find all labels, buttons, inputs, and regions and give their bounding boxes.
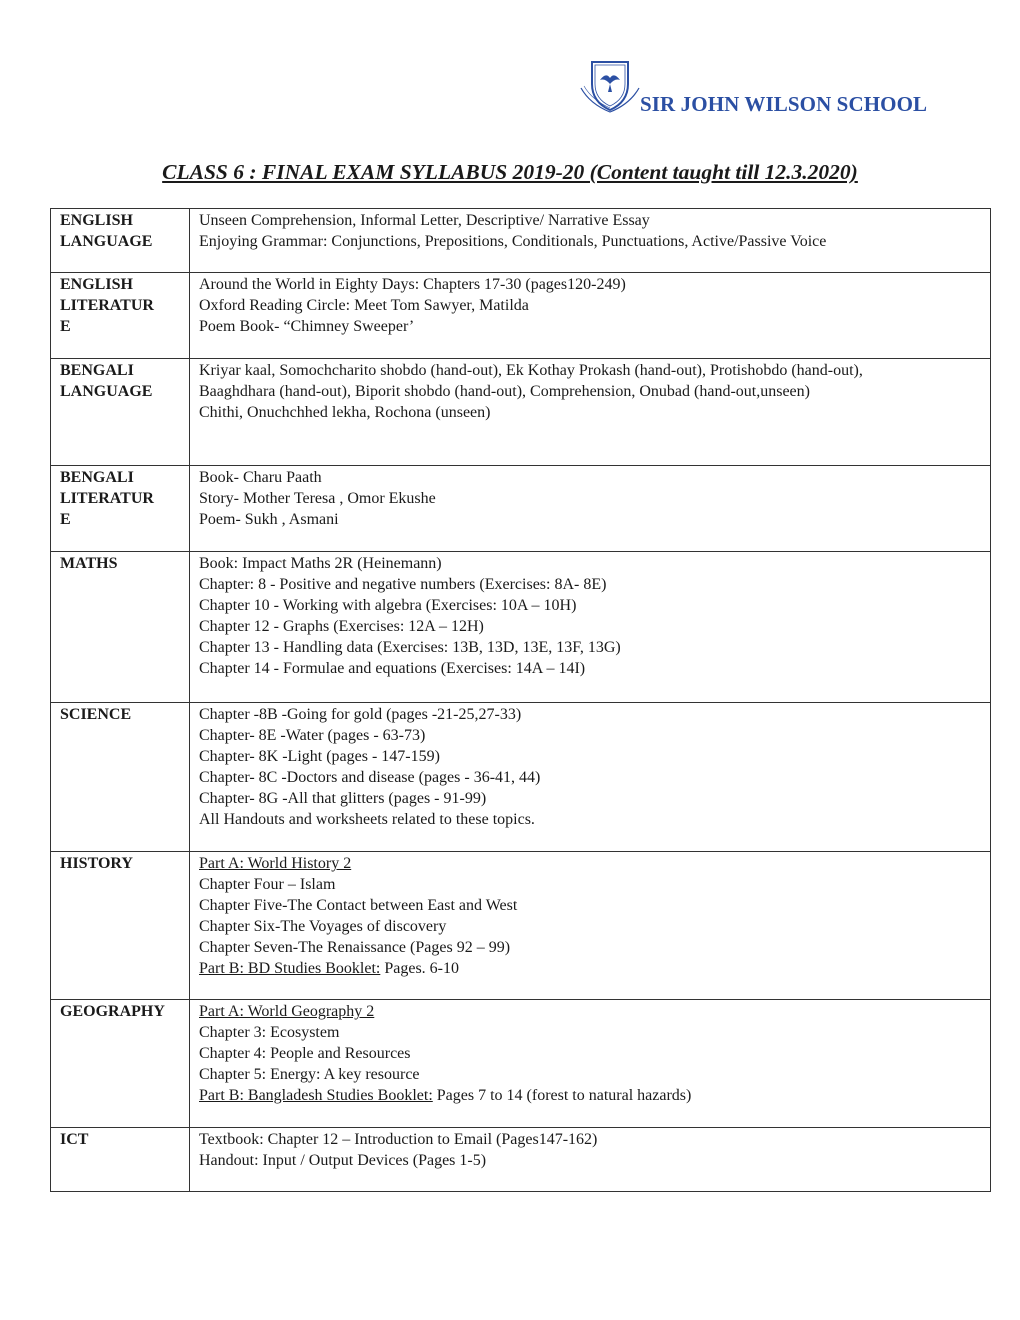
content-text: Chapter 13 - Handling data (Exercises: 13B, 13D, 13E, 13F, 13G) <box>199 639 621 656</box>
subject-name-line: LANGUAGE <box>60 233 153 250</box>
content-text: Chapter- 8K -Light (pages - 147-159) <box>199 748 440 765</box>
content-text: Chapter 4: People and Resources <box>199 1045 411 1062</box>
subject-name <box>51 552 190 703</box>
subject-content <box>190 1000 991 1128</box>
content-text: Unseen Comprehension, Informal Letter, Descriptive/ Narrative Essay <box>199 212 650 229</box>
content-line <box>199 274 982 295</box>
content-line <box>199 360 982 381</box>
subject-name-line: MATHS <box>60 555 118 572</box>
school-name: SIR JOHN WILSON SCHOOL <box>640 92 928 116</box>
subject-content <box>190 359 991 466</box>
content-text: Chapter- 8E -Water (pages - 63-73) <box>199 727 426 744</box>
content-line <box>199 553 982 574</box>
content-text: Poem- Sukh , Asmani <box>199 511 339 528</box>
content-text: Book- Charu Paath <box>199 469 322 486</box>
subject-name-line: BENGALI <box>60 469 134 486</box>
subject-name-line: BENGALI <box>60 362 134 379</box>
content-line <box>199 316 982 337</box>
subject-name-line: GEOGRAPHY <box>60 1003 165 1020</box>
school-header <box>578 58 978 122</box>
content-text: Chapter Four – Islam <box>199 876 336 893</box>
content-text: Kriyar kaal, Somochcharito shobdo (hand-out), Ek Kothay Prokash (hand-out), Protishobdo (hand-out), <box>199 362 863 379</box>
subject-row <box>51 852 991 1000</box>
page-title: CLASS 6 : FINAL EXAM SYLLABUS 2019-20 (Content taught till 12.3.2020) <box>162 160 858 184</box>
content-line <box>199 767 982 788</box>
content-text: Chapter 14 - Formulae and equations (Exercises: 14A – 14I) <box>199 660 586 677</box>
section-heading: Part A: World History 2 <box>199 855 352 872</box>
content-line <box>199 958 982 979</box>
content-line <box>199 725 982 746</box>
content-line <box>199 595 982 616</box>
content-line <box>199 1064 982 1085</box>
content-line <box>199 809 982 830</box>
content-line <box>199 488 982 509</box>
content-line <box>199 746 982 767</box>
content-line <box>199 637 982 658</box>
content-line <box>199 1129 982 1150</box>
subject-row <box>51 1128 991 1192</box>
subject-row <box>51 273 991 359</box>
content-line <box>199 509 982 530</box>
content-text: Pages. 6-10 <box>380 960 459 977</box>
content-text: All Handouts and worksheets related to these topics. <box>199 811 535 828</box>
content-text: Chapter 3: Ecosystem <box>199 1024 340 1041</box>
content-text: Poem Book- “Chimney Sweeper’ <box>199 318 415 335</box>
subject-row <box>51 552 991 703</box>
content-line <box>199 616 982 637</box>
content-line <box>199 895 982 916</box>
content-line <box>199 574 982 595</box>
section-heading: Part B: BD Studies Booklet: <box>199 960 381 977</box>
subject-row <box>51 359 991 466</box>
content-text: Story- Mother Teresa , Omor Ekushe <box>199 490 436 507</box>
subject-name-line: HISTORY <box>60 855 133 872</box>
subject-name <box>51 466 190 552</box>
section-heading: Part A: World Geography 2 <box>199 1003 375 1020</box>
content-line <box>199 381 982 402</box>
subject-row <box>51 703 991 852</box>
subject-name-line: E <box>60 511 71 528</box>
subject-name <box>51 1000 190 1128</box>
subject-name <box>51 852 190 1000</box>
content-line <box>199 1150 982 1171</box>
subject-row <box>51 466 991 552</box>
subject-name <box>51 209 190 273</box>
content-line <box>199 1001 982 1022</box>
subject-content <box>190 466 991 552</box>
content-line <box>199 916 982 937</box>
subject-name-line: LITERATUR <box>60 490 154 507</box>
content-text: Chapter 5: Energy: A key resource <box>199 1066 420 1083</box>
content-text: Chapter 12 - Graphs (Exercises: 12A – 12H) <box>199 618 484 635</box>
subject-name-line: SCIENCE <box>60 706 132 723</box>
subject-row <box>51 209 991 273</box>
section-heading: Part B: Bangladesh Studies Booklet: <box>199 1087 433 1104</box>
content-line <box>199 788 982 809</box>
subject-name-line: LITERATUR <box>60 297 154 314</box>
content-text: Chithi, Onuchchhed lekha, Rochona (unseen) <box>199 404 491 421</box>
subject-content <box>190 852 991 1000</box>
subject-name-line: LANGUAGE <box>60 383 153 400</box>
content-text: Chapter Five-The Contact between East and West <box>199 897 518 914</box>
content-text: Chapter- 8G -All that glitters (pages - 91-99) <box>199 790 487 807</box>
content-line <box>199 467 982 488</box>
content-line <box>199 704 982 725</box>
content-line <box>199 402 982 423</box>
content-text: Textbook: Chapter 12 – Introduction to Email (Pages147-162) <box>199 1131 598 1148</box>
subject-content <box>190 273 991 359</box>
subject-content <box>190 209 991 273</box>
content-line <box>199 1043 982 1064</box>
content-text: Handout: Input / Output Devices (Pages 1-5) <box>199 1152 487 1169</box>
content-text: Enjoying Grammar: Conjunctions, Prepositions, Conditionals, Punctuations, Active/Passive Voice <box>199 233 827 250</box>
subject-name-line: E <box>60 318 71 335</box>
subject-name-line: ENGLISH <box>60 276 133 293</box>
content-text: Chapter Six-The Voyages of discovery <box>199 918 447 935</box>
subject-name <box>51 359 190 466</box>
content-line <box>199 1022 982 1043</box>
content-text: Chapter Seven-The Renaissance (Pages 92 – 99) <box>199 939 511 956</box>
content-text: Chapter- 8C -Doctors and disease (pages - 36-41, 44) <box>199 769 541 786</box>
content-text: Chapter -8B -Going for gold (pages -21-25,27-33) <box>199 706 522 723</box>
school-crest-icon <box>578 58 642 114</box>
subject-name-line: ICT <box>60 1131 89 1148</box>
content-line <box>199 937 982 958</box>
subject-name <box>51 273 190 359</box>
content-text: Oxford Reading Circle: Meet Tom Sawyer, Matilda <box>199 297 529 314</box>
subject-name <box>51 1128 190 1192</box>
subject-content <box>190 552 991 703</box>
syllabus-table <box>50 208 991 1192</box>
content-text: Book: Impact Maths 2R (Heinemann) <box>199 555 442 572</box>
content-text: Baaghdhara (hand-out), Biporit shobdo (hand-out), Comprehension, Onubad (hand-out,unseen) <box>199 383 810 400</box>
content-line <box>199 658 982 679</box>
content-text: Pages 7 to 14 (forest to natural hazards) <box>432 1087 692 1104</box>
subject-content <box>190 703 991 852</box>
content-line <box>199 853 982 874</box>
subject-content <box>190 1128 991 1192</box>
content-line <box>199 210 982 231</box>
content-text: Chapter: 8 - Positive and negative numbers (Exercises: 8A- 8E) <box>199 576 607 593</box>
subject-name-line: ENGLISH <box>60 212 133 229</box>
content-line <box>199 295 982 316</box>
content-text: Around the World in Eighty Days: Chapters 17-30 (pages120-249) <box>199 276 626 293</box>
subject-row <box>51 1000 991 1128</box>
content-line <box>199 231 982 252</box>
content-text: Chapter 10 - Working with algebra (Exercises: 10A – 10H) <box>199 597 577 614</box>
content-line <box>199 874 982 895</box>
subject-name <box>51 703 190 852</box>
content-line <box>199 1085 982 1106</box>
